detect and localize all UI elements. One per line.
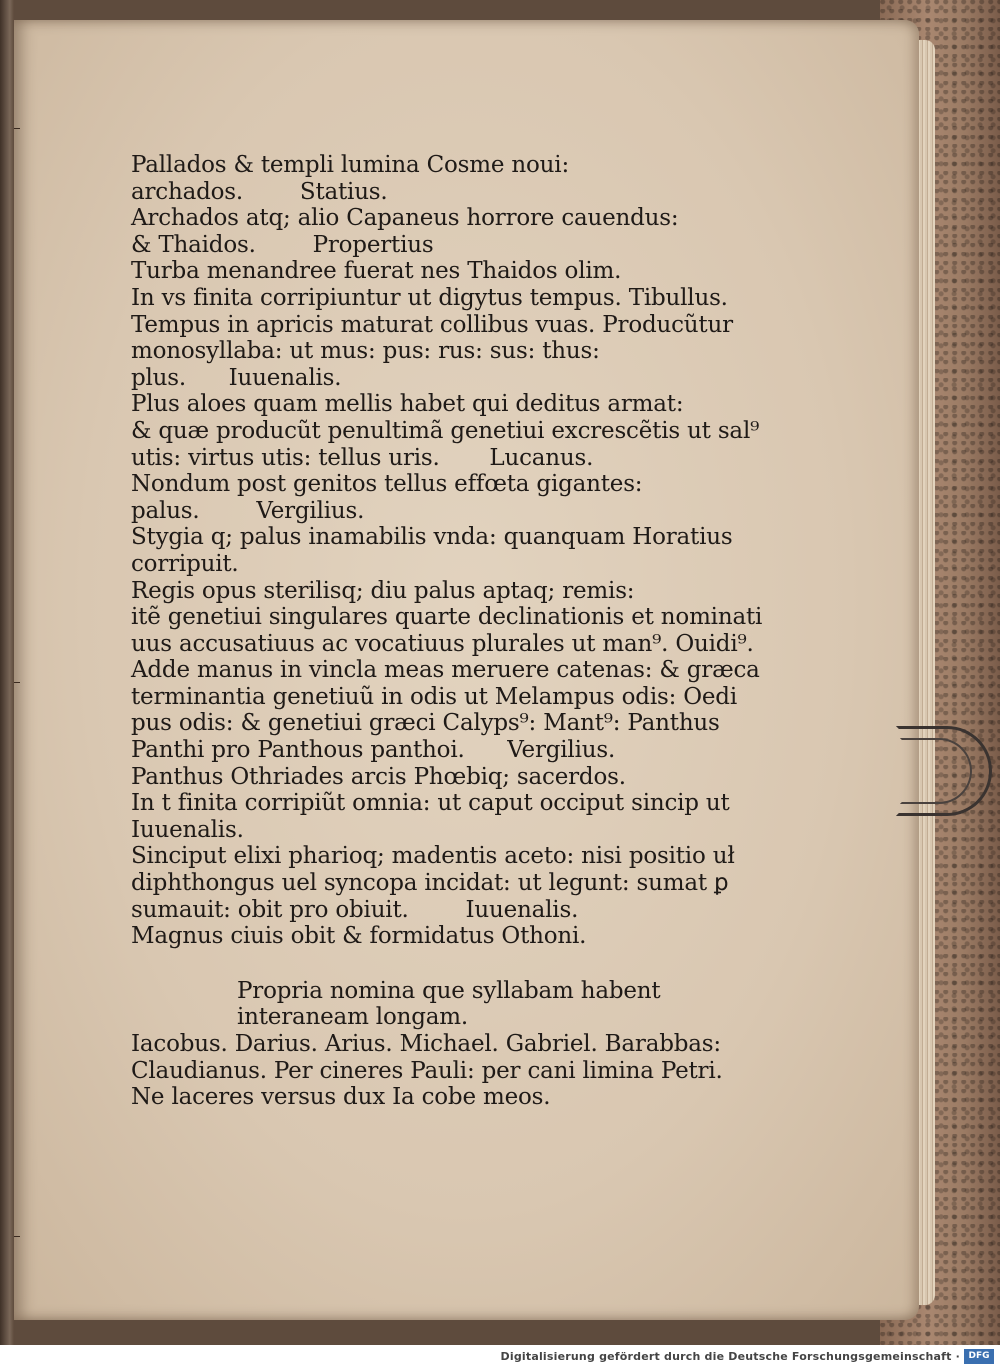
section-heading-line: interaneam longam.	[237, 1004, 468, 1031]
paragraph-gap	[131, 950, 731, 978]
dfg-logo-icon: DFG	[964, 1349, 994, 1364]
text-line: Regis opus sterilisq; diu palus aptaq; remis:	[131, 577, 635, 604]
text-line: & Thaidos. Propertius	[131, 231, 434, 258]
gutter-mark	[14, 128, 20, 129]
left-page-edge	[0, 0, 14, 1345]
text-line: Stygia q; palus inamabilis vnda: quanquam Horatius	[131, 524, 733, 551]
text-line: Panthus Othriades arcis Phœbiq; sacerdos.	[131, 763, 626, 790]
section-heading-line: Propria nomina que syllabam habent	[237, 977, 661, 1004]
text-line: Nondum post genitos tellus effœta gigantes:	[131, 471, 643, 498]
text-line: diphthongus uel syncopa incidat: ut legunt: sumat ꝑ	[131, 870, 729, 897]
text-line: Panthi pro Panthous panthoi. Vergilius.	[131, 737, 616, 764]
text-line: corripuit.	[131, 550, 239, 577]
text-line: monosyllaba: ut mus: pus: rus: sus: thus:	[131, 338, 600, 365]
text-line: sumauit: obit pro obiuit. Iuuenalis.	[131, 896, 579, 923]
text-line: terminantia genetiuũ in odis ut Melampus odis: Oedi	[131, 683, 737, 710]
gutter-mark	[14, 682, 20, 683]
text-line: Plus aloes quam mellis habet qui deditus armat:	[131, 391, 684, 418]
text-line: Adde manus in vincla meas meruere catenas: & græca	[131, 657, 760, 684]
text-line: Tempus in apricis maturat collibus vuas. Producũtur	[131, 311, 733, 338]
text-line: In t finita corripiũt omnia: ut caput occiput sincip ut	[131, 790, 730, 817]
funding-credit: Digitalisierung gefördert durch die Deutsche Forschungsgemeinschaft ·	[500, 1350, 960, 1363]
text-line: Iacobus. Darius. Arius. Michael. Gabriel. Barabbas:	[131, 1031, 721, 1057]
text-line: pus odis: & genetiui græci Calyps⁹: Mant⁹: Panthus	[131, 710, 720, 737]
text-line: Magnus ciuis obit & formidatus Othoni.	[131, 923, 587, 950]
text-line: Iuuenalis.	[131, 816, 244, 843]
text-line: itẽ genetiui singulares quarte declinationis et nominati	[131, 604, 763, 631]
text-line: plus. Iuuenalis.	[131, 364, 342, 391]
text-line: Archados atq; alio Capaneus horrore cauendus:	[131, 205, 679, 232]
metal-clasp-inner	[900, 738, 972, 804]
text-line: Pallados & templi lumina Cosme noui:	[131, 152, 569, 178]
digitization-footer	[0, 1345, 1000, 1370]
text-line: Sinciput elixi pharioq; madentis aceto: nisi positio uł	[131, 843, 735, 870]
gutter-mark	[14, 1236, 20, 1237]
text-line: Claudianus. Per cineres Pauli: per cani limina Petri.	[131, 1057, 723, 1084]
text-line: uus accusatiuus ac vocatiuus plurales ut man⁹. Ouidi⁹.	[131, 630, 754, 657]
text-line: utis: virtus utis: tellus uris. Lucanus.	[131, 444, 594, 471]
text-line: In vs finita corripiuntur ut digytus tempus. Tibullus.	[131, 284, 728, 311]
text-line: palus. Vergilius.	[131, 497, 365, 524]
text-line: Ne laceres versus dux Ia cobe meos.	[131, 1084, 551, 1111]
text-line: archados. Statius.	[131, 178, 388, 205]
text-line: & quæ producũt penultimã genetiui excrescẽtis ut sal⁹	[131, 417, 760, 444]
text-line: Turba menandree fuerat nes Thaidos olim.	[131, 258, 622, 285]
printed-text-block	[131, 152, 763, 1111]
